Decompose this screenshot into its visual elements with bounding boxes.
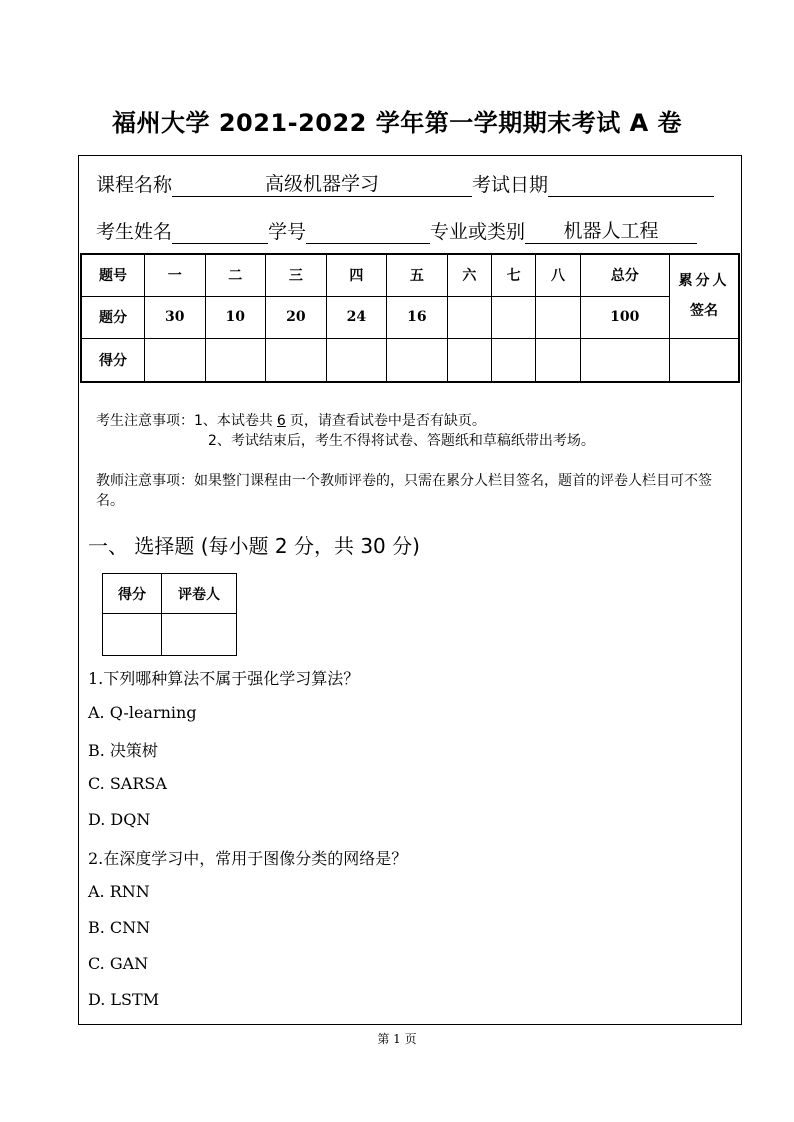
col-header: 八 [536, 254, 580, 296]
earned-cell[interactable] [205, 338, 266, 382]
col-header: 一 [145, 254, 206, 296]
col-header: 五 [387, 254, 448, 296]
points-cell [536, 296, 580, 338]
major-label: 专业或类别 [430, 221, 526, 243]
student-note-prefix: 考生注意事项：1、本试卷共 [96, 413, 273, 429]
score-row-points [81, 296, 739, 338]
col-header: 四 [326, 254, 387, 296]
earned-cell[interactable] [326, 338, 387, 382]
course-value[interactable]: 高级机器学习 [172, 172, 472, 197]
question-option[interactable]: C. GAN [88, 954, 149, 973]
earned-cell[interactable] [387, 338, 448, 382]
row-label: 题分 [81, 296, 145, 338]
col-header: 二 [205, 254, 266, 296]
question-stem: 2.在深度学习中，常用于图像分类的网络是？ [88, 849, 408, 868]
earned-cell[interactable] [491, 338, 535, 382]
student-note-2: 2、考试结束后，考生不得将试卷、答题纸和草稿纸带出考场。 [208, 433, 595, 449]
question-option[interactable]: D. LSTM [88, 990, 160, 1009]
signer-cell[interactable] [670, 338, 740, 382]
question-option[interactable]: B. CNN [88, 918, 151, 937]
col-header: 七 [491, 254, 535, 296]
question-option[interactable]: B. 决策树 [88, 741, 158, 760]
date-value[interactable] [548, 172, 714, 197]
section-title: 一、 选择题 (每小题 2 分，共 30 分) [88, 534, 420, 558]
points-cell: 100 [580, 296, 669, 338]
grader-cell[interactable] [162, 614, 237, 656]
earned-cell[interactable] [447, 338, 491, 382]
row-label: 得分 [81, 338, 145, 382]
page-count: 6 [276, 413, 286, 429]
question-option[interactable]: A. RNN [88, 882, 150, 901]
grade-header: 得分 [103, 574, 162, 614]
header-row-1 [96, 170, 714, 197]
grade-box [102, 573, 237, 656]
teacher-note: 教师注意事项：如果整门课程由一个教师评卷的，只需在累分人栏目签名，题首的评卷人栏目可不签名。 [96, 473, 712, 509]
date-label: 考试日期 [472, 174, 549, 196]
earned-cell[interactable] [266, 338, 327, 382]
course-label: 课程名称 [96, 174, 173, 196]
exam-title: 福州大学 2021-2022 学年第一学期期末考试 A 卷 [111, 109, 683, 137]
question-stem: 1.下列哪种算法不属于强化学习算法？ [88, 669, 360, 688]
id-value[interactable] [306, 219, 430, 244]
id-label: 学号 [268, 221, 307, 243]
name-label: 考生姓名 [96, 221, 173, 243]
points-cell [447, 296, 491, 338]
points-cell: 30 [145, 296, 206, 338]
student-note-1 [96, 411, 486, 431]
earned-cell[interactable] [536, 338, 580, 382]
signer-header [670, 254, 740, 338]
points-cell: 20 [266, 296, 327, 338]
grade-header: 评卷人 [162, 574, 237, 614]
question-option[interactable]: D. DQN [88, 810, 151, 829]
score-row-earned [81, 338, 739, 382]
points-cell: 24 [326, 296, 387, 338]
question-option[interactable]: C. SARSA [88, 774, 167, 793]
earned-cell[interactable] [580, 338, 669, 382]
col-header: 六 [447, 254, 491, 296]
score-table [80, 253, 740, 383]
grade-score-cell[interactable] [103, 614, 162, 656]
major-value[interactable]: 机器人工程 [525, 219, 697, 244]
points-cell: 10 [205, 296, 266, 338]
question-option[interactable]: A. Q-learning [88, 703, 197, 722]
col-header: 三 [266, 254, 327, 296]
earned-cell[interactable] [145, 338, 206, 382]
score-row-number [81, 254, 739, 296]
row-label: 题号 [81, 254, 145, 296]
name-value[interactable] [172, 219, 268, 244]
signer-label-line1: 累分人 [678, 273, 730, 290]
points-cell: 16 [387, 296, 448, 338]
points-cell [491, 296, 535, 338]
col-header: 总分 [580, 254, 669, 296]
student-note-suffix: 页，请查看试卷中是否有缺页。 [289, 413, 486, 429]
signer-label-line2: 签名 [690, 303, 718, 320]
page-footer: 第 1 页 [377, 1032, 417, 1046]
header-row-2 [96, 217, 697, 244]
